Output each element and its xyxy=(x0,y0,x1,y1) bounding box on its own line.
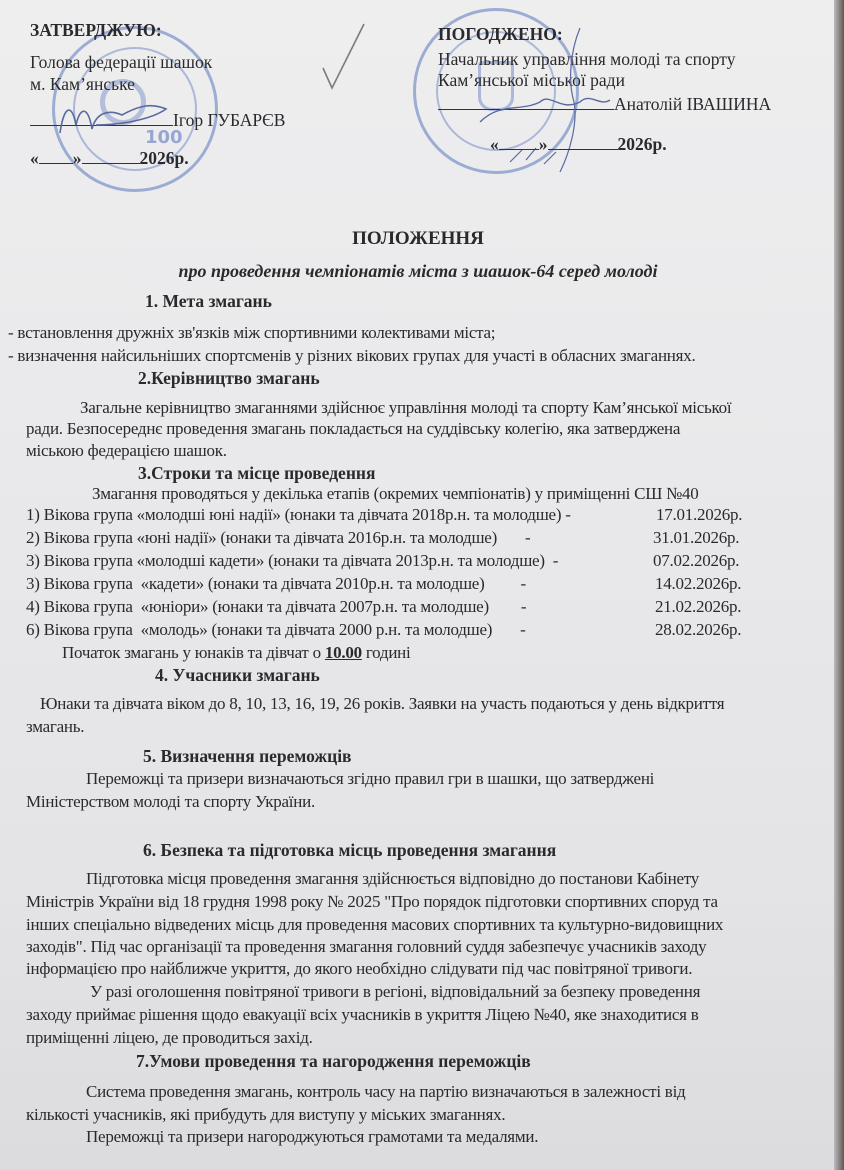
checkmark-icon xyxy=(320,20,370,92)
paragraph-line: ради. Безпосереднє проведення змагань покладається на суддівську колегію, яка затверджена xyxy=(26,419,681,438)
goal-item: - визначення найсильніших спортсменів у різних вікових групах для участі в обласних змаганнях. xyxy=(8,346,696,365)
paragraph-line: Переможці та призери визначаються згідно правил гри в шашки, що затверджені xyxy=(86,769,655,788)
paragraph-line: Переможці та призери нагороджуються грамотами та медалями. xyxy=(86,1127,539,1146)
schedule-row xyxy=(26,620,526,640)
paragraph-line: кількості учасників, які прибудуть для виступу у міських змаганнях. xyxy=(26,1105,506,1124)
schedule-date: 31.01.2026р. xyxy=(653,528,740,547)
paragraph-line: інформацією про найближче укриття, до якого необхідно слідувати під час повітряної тривоги. xyxy=(26,959,693,978)
paragraph-line: Міністерством молоді та спорту України. xyxy=(26,792,315,811)
start-time-prefix: Початок змагань у юнаків та дівчат о xyxy=(62,643,325,662)
schedule-row xyxy=(26,528,530,548)
date-close-quote: » xyxy=(72,148,82,168)
goal-item: - встановлення дружніх зв'язків між спортивними колективами міста; xyxy=(8,323,496,342)
month-blank xyxy=(82,149,140,164)
paragraph-line: інших спеціально відведених місць для проведення масових спортивних та культурно-видовищних xyxy=(26,915,724,934)
schedule-label: 3) Вікова група «молодші кадети» (юнаки та дівчата 2013р.н. та молодше) - xyxy=(26,551,559,570)
paragraph-line: міською федерацією шашок. xyxy=(26,441,227,460)
date-open-quote: « xyxy=(30,148,39,168)
section-1-heading: 1. Мета змагань xyxy=(145,291,272,311)
document-subtitle: про проведення чемпіонатів міста з шашок-64 серед молоді xyxy=(178,261,658,281)
schedule-label: 3) Вікова група «кадети» (юнаки та дівчата 2010р.н. та молодше) - xyxy=(26,574,526,593)
paragraph-line: приміщенні ліцею, де проводиться захід. xyxy=(26,1028,313,1047)
signature-scribble-left xyxy=(52,95,172,140)
schedule-row xyxy=(26,574,526,594)
agreed-position: Начальник управління молоді та спорту xyxy=(438,49,736,69)
schedule-row xyxy=(26,551,558,571)
schedule-row xyxy=(26,505,571,525)
schedule-label: 6) Вікова група «молодь» (юнаки та дівчата 2000 р.н. та молодше) - xyxy=(26,620,526,639)
schedule-date: 28.02.2026р. xyxy=(655,620,742,639)
date-close-quote: » xyxy=(538,134,548,154)
agreed-name: Анатолій ІВАШИНА xyxy=(614,94,772,114)
paragraph-line: заходу приймає рішення щодо евакуації всіх учасників в укриття Ліцею №40, яке знаходитися в xyxy=(26,1005,699,1024)
approver-position: Голова федерації шашок xyxy=(30,52,213,72)
paragraph-line: Загальне керівництво змаганнями здійснює управління молоді та спорту Кам’янської міської xyxy=(80,398,732,417)
date-year: 2026р. xyxy=(139,148,189,168)
section-6-heading: 6. Безпека та підготовка місць проведення змагання xyxy=(143,840,557,860)
schedule-label: 4) Вікова група «юніори» (юнаки та дівчата 2007р.н. та молодше) - xyxy=(26,597,527,616)
approval-date-left xyxy=(30,148,189,168)
approval-date-right xyxy=(490,134,667,154)
page-edge-shadow xyxy=(834,0,844,1170)
month-blank xyxy=(548,135,618,150)
approver-name: Ігор ГУБАРЄВ xyxy=(173,110,286,130)
section-5-heading: 5. Визначення переможців xyxy=(143,746,352,766)
schedule-intro: Змагання проводяться у декілька етапів (окремих чемпіонатів) у приміщенні СШ №40 xyxy=(92,484,699,503)
approver-city: м. Кам’янське xyxy=(30,74,135,94)
schedule-date: 17.01.2026р. xyxy=(656,505,743,524)
start-time-suffix: годині xyxy=(361,643,411,662)
document-title: ПОЛОЖЕННЯ xyxy=(352,228,484,249)
section-7-heading: 7.Умови проведення та нагородження переможців xyxy=(136,1051,531,1071)
section-4-heading: 4. Учасники змагань xyxy=(155,665,320,685)
paragraph-line: Підготовка місця проведення змагання здійснюється відповідно до постанови Кабінету xyxy=(86,869,700,888)
paragraph-line: Юнаки та дівчата віком до 8, 10, 13, 16, 19, 26 років. Заявки на участь подаються у день відкриття xyxy=(40,694,725,713)
section-2-heading: 2.Керівництво змагань xyxy=(138,368,320,388)
schedule-date: 21.02.2026р. xyxy=(655,597,742,616)
signature-scribble-right xyxy=(470,22,620,182)
paragraph-line: змагань. xyxy=(26,717,85,736)
section-3-heading: 3.Строки та місце проведення xyxy=(138,463,376,483)
date-year: 2026р. xyxy=(617,134,667,154)
stamp-center-number: 100 xyxy=(145,127,183,148)
day-blank xyxy=(39,149,73,164)
paragraph-line: У разі оголошення повітряної тривоги в регіоні, відповідальний за безпеку проведення xyxy=(90,982,701,1001)
schedule-date: 14.02.2026р. xyxy=(655,574,742,593)
schedule-label: 1) Вікова група «молодші юні надії» (юнаки та дівчата 2018р.н. та молодше) - xyxy=(26,505,571,524)
schedule-label: 2) Вікова група «юні надії» (юнаки та дівчата 2016р.н. та молодше) - xyxy=(26,528,531,547)
paragraph-line: заходів". Під час організації та проведення змагання головний суддя забезпечує учасників заходу xyxy=(26,937,707,956)
paragraph-line: Міністрів України від 18 грудня 1998 року № 2025 "Про порядок підготовки спортивних споруд та xyxy=(26,892,718,911)
date-open-quote: « xyxy=(490,134,499,154)
schedule-date: 07.02.2026р. xyxy=(653,551,740,570)
paragraph-line: Система проведення змагань, контроль часу на партію визначаються в залежності від xyxy=(86,1082,686,1101)
schedule-row xyxy=(26,597,526,617)
agreed-heading: ПОГОДЖЕНО: xyxy=(438,24,563,44)
agreed-council: Кам’янської міської ради xyxy=(438,70,625,90)
approve-heading: ЗАТВЕРДЖУЮ: xyxy=(30,20,162,40)
start-time-line xyxy=(62,643,411,663)
start-time-value: 10.00 xyxy=(324,643,362,662)
day-blank xyxy=(499,135,539,150)
